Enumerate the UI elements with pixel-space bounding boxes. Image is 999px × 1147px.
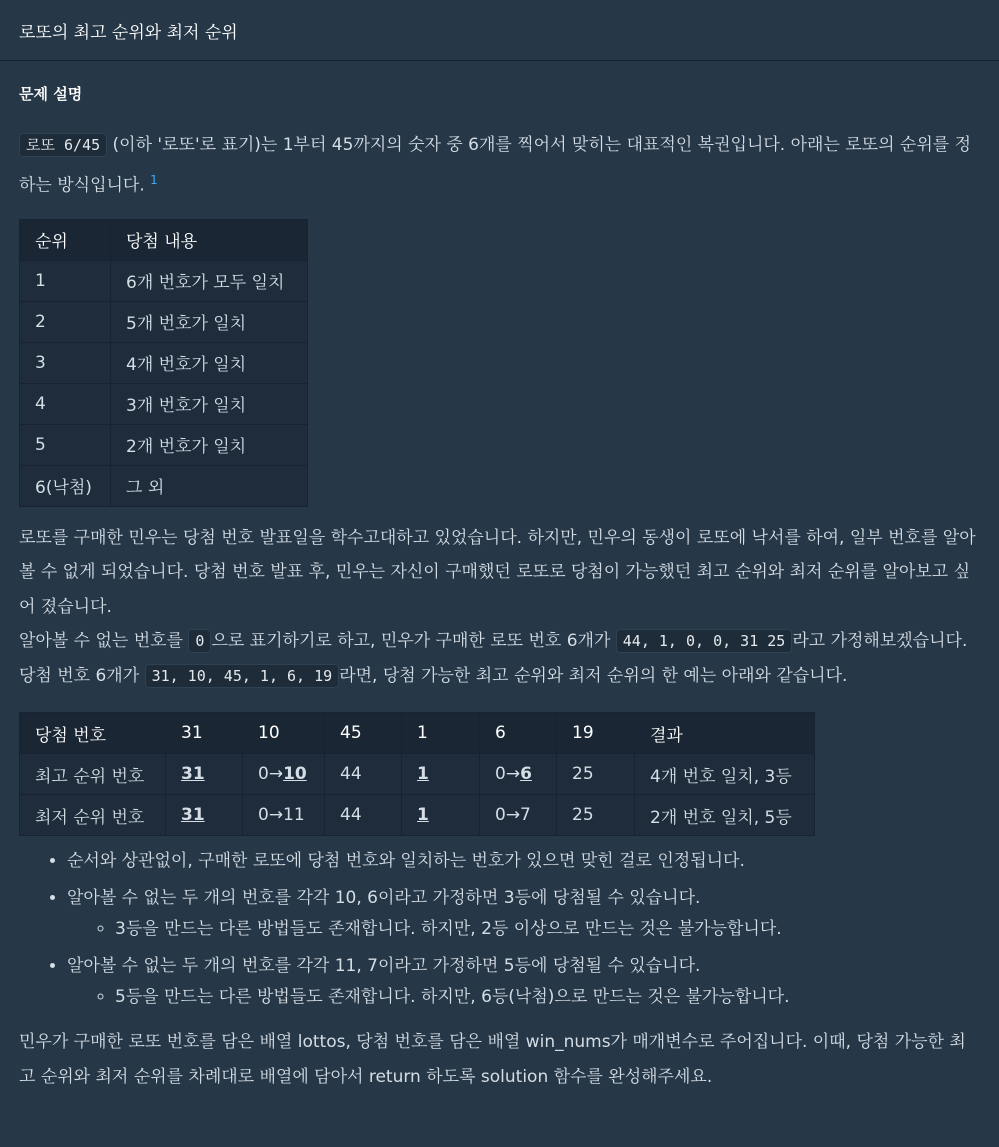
matched-number: 10: [283, 764, 307, 785]
table-cell: 6(낙첨): [20, 465, 111, 506]
list-item-text: 알아볼 수 없는 두 개의 번호를 각각 10, 6이라고 가정하면 3등에 당첨될 수 있습니다.: [67, 888, 701, 909]
task-paragraph: 민우가 구매한 로또 번호를 담은 배열 lottos, 당첨 번호를 담은 배열 win_nums가 매개변수로 주어집니다. 이때, 당첨 가능한 최고 순위와 최저 순위를 차례대로 배열에 담아서 return 하도록 solution 함수를 완성해주세요.: [19, 1032, 966, 1087]
table-row: [20, 795, 815, 836]
table-cell: 6개 번호가 모두 일치: [111, 260, 308, 301]
table-cell: 25: [557, 795, 635, 836]
table-cell: [166, 795, 243, 836]
table-cell: 그 외: [111, 465, 308, 506]
paragraph-text: 으로 표기하기로 하고, 민우가 구매한 로또 번호 6개가: [211, 631, 616, 652]
table-header-cell: 19: [557, 713, 635, 754]
problem-title: 로또의 최고 순위와 최저 순위: [19, 22, 238, 43]
footnote-link[interactable]: 1: [150, 172, 158, 187]
inline-code: 로또 6/45: [19, 133, 107, 157]
table-cell: 4개 번호가 일치: [111, 342, 308, 383]
inline-code: 44, 1, 0, 0, 31 25: [616, 629, 793, 653]
table-cell: 최저 순위 번호: [20, 795, 166, 836]
table-header-cell: 10: [243, 713, 325, 754]
inline-code: 31, 10, 45, 1, 6, 19: [145, 664, 340, 688]
paragraph-text: 라고 가정해보겠습니다. 당첨 번호 6개가: [19, 631, 968, 686]
table-row: [20, 424, 308, 465]
sub-list-item: ◦ 3등을 만드는 다른 방법들도 존재합니다. 하지만, 2등 이상으로 만드는 것은 불가능합니다.: [115, 916, 980, 943]
sub-list-item: ◦ 5등을 만드는 다른 방법들도 존재합니다. 하지만, 6등(낙첨)으로 만드는 것은 불가능합니다.: [115, 984, 980, 1011]
table-cell: [402, 795, 480, 836]
table-cell: [402, 754, 480, 795]
table-cell: 4개 번호 일치, 3등: [635, 754, 815, 795]
table-header-cell: 결과: [635, 713, 815, 754]
sub-list: [67, 916, 980, 943]
cell-text: 0→: [495, 764, 521, 785]
sub-list: [67, 984, 980, 1011]
section-title: 문제 설명: [19, 85, 83, 103]
assumption-paragraph: [19, 624, 980, 693]
table-header-row: [20, 713, 815, 754]
table-row: [20, 301, 308, 342]
table-cell: 2개 번호 일치, 5등: [635, 795, 815, 836]
table-cell: 25: [557, 754, 635, 795]
rank-table: [19, 219, 308, 507]
table-header-cell: 45: [325, 713, 402, 754]
table-cell: 44: [325, 754, 402, 795]
table-cell: 0→11: [243, 795, 325, 836]
matched-number: 6: [520, 764, 532, 785]
table-row: [20, 342, 308, 383]
notes-list: [19, 848, 980, 1011]
example-table: [19, 712, 815, 836]
list-item: [67, 953, 980, 1011]
table-cell: 44: [325, 795, 402, 836]
matched-number: 31: [181, 805, 205, 826]
table-cell: 1: [20, 260, 111, 301]
table-cell: [243, 754, 325, 795]
list-item-text: 알아볼 수 없는 두 개의 번호를 각각 11, 7이라고 가정하면 5등에 당첨될 수 있습니다.: [67, 956, 701, 977]
matched-number: 1: [417, 805, 429, 826]
table-row: [20, 260, 308, 301]
matched-number: 31: [181, 764, 205, 785]
problem-description: [0, 83, 999, 1094]
table-cell: 3: [20, 342, 111, 383]
cell-text: 0→: [258, 764, 284, 785]
list-item: [67, 885, 980, 943]
table-header-cell: 6: [480, 713, 557, 754]
table-header-cell: 당첨 내용: [111, 219, 308, 260]
table-cell: 3개 번호가 일치: [111, 383, 308, 424]
inline-code: 0: [188, 629, 211, 653]
table-cell: 4: [20, 383, 111, 424]
intro-text: (이하 '로또'로 표기)는 1부터 45까지의 숫자 중 6개를 찍어서 맞히는 대표적인 복권입니다. 아래는 로또의 순위를 정하는 방식입니다.: [19, 135, 972, 196]
table-cell: 2개 번호가 일치: [111, 424, 308, 465]
table-header-cell: 31: [166, 713, 243, 754]
table-row: [20, 465, 308, 506]
paragraph-text: 라면, 당첨 가능한 최고 순위와 최저 순위의 한 예는 아래와 같습니다.: [339, 665, 848, 686]
table-cell: [480, 754, 557, 795]
list-item-text: 순서와 상관없이, 구매한 로또에 당첨 번호와 일치하는 번호가 있으면 맞힌 걸로 인정됩니다.: [67, 851, 745, 872]
table-cell: 0→7: [480, 795, 557, 836]
table-cell: 최고 순위 번호: [20, 754, 166, 795]
table-cell: 5개 번호가 일치: [111, 301, 308, 342]
problem-header: [0, 0, 999, 61]
table-header-cell: 순위: [20, 219, 111, 260]
matched-number: 1: [417, 764, 429, 785]
table-row: [20, 754, 815, 795]
table-cell: [166, 754, 243, 795]
table-header-cell: 당첨 번호: [20, 713, 166, 754]
table-cell: 2: [20, 301, 111, 342]
table-row: [20, 383, 308, 424]
list-item: [67, 848, 980, 875]
table-header-row: [20, 219, 308, 260]
paragraph-text: 알아볼 수 없는 번호를: [19, 631, 189, 652]
table-header-cell: 1: [402, 713, 480, 754]
story-paragraph: 로또를 구매한 민우는 당첨 번호 발표일을 학수고대하고 있었습니다. 하지만, 민우의 동생이 로또에 낙서를 하여, 일부 번호를 알아볼 수 없게 되었습니다. 당첨 번호 발표 후, 민우는 자신이 구매했던 로또로 당첨이 가능했던 최고 순위와 최저 순위를 알아보고 싶어 졌습니다.: [19, 527, 976, 617]
intro-paragraph: [19, 128, 980, 203]
table-cell: 5: [20, 424, 111, 465]
